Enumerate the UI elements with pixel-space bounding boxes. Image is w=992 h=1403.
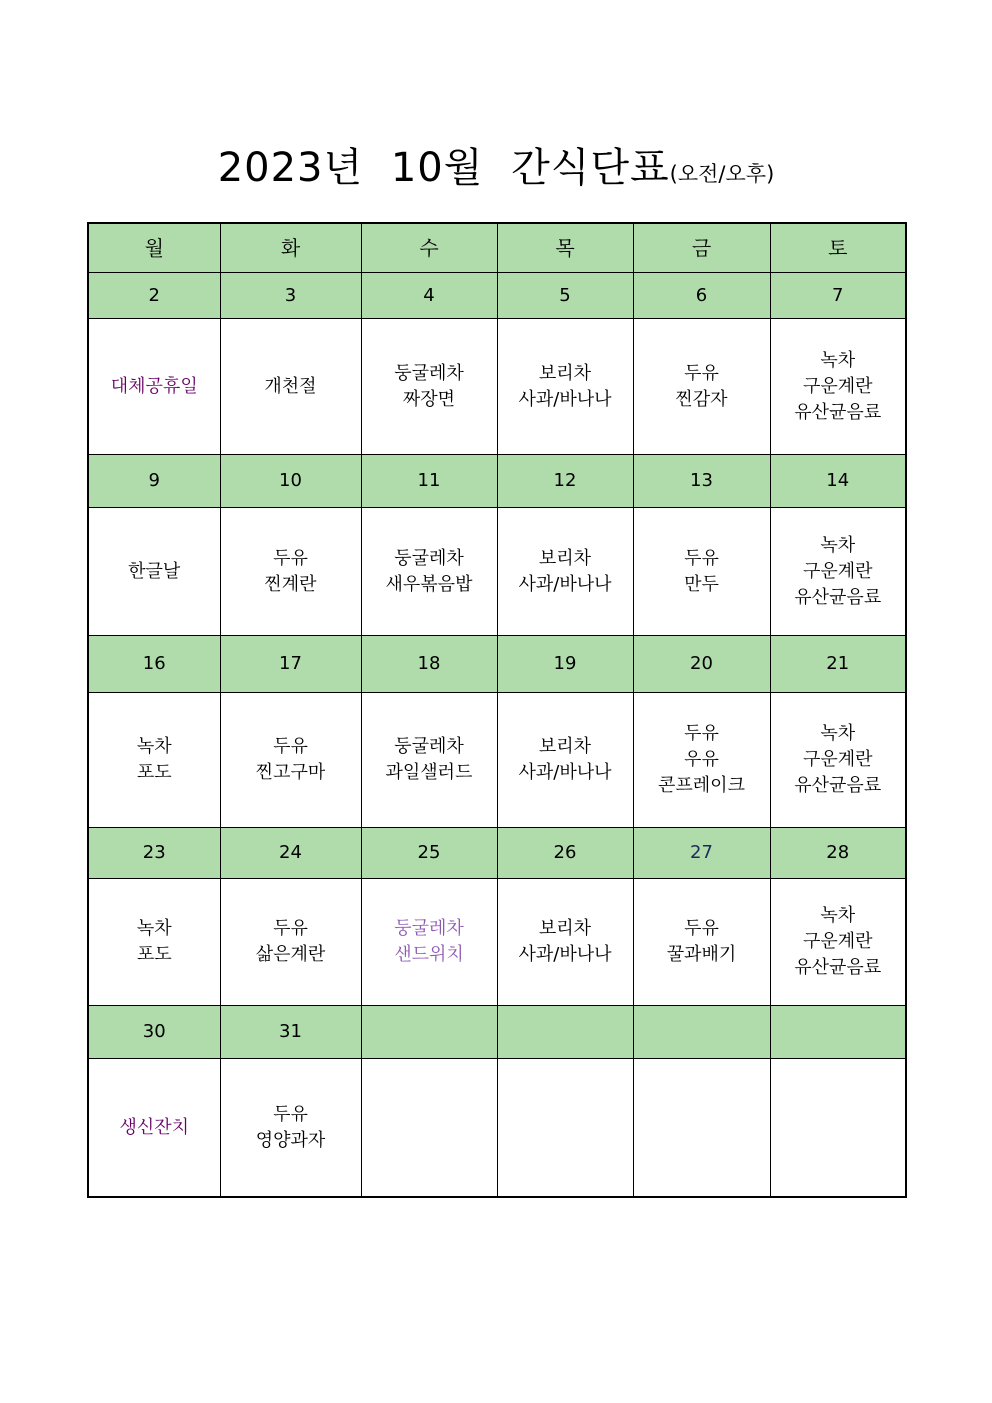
menu-item: 새우볶음밥 <box>385 573 473 595</box>
date-cell: 17 <box>220 636 361 693</box>
menu-item: 둥굴레차 <box>394 918 464 939</box>
menu-cell <box>633 508 770 636</box>
date-row <box>88 1006 906 1059</box>
menu-item: 구운계란 <box>802 375 873 397</box>
menu-item: 꿀과배기 <box>666 944 737 965</box>
menu-cell <box>220 693 361 828</box>
menu-cell <box>361 879 497 1006</box>
menu-item: 영양과자 <box>255 1129 326 1151</box>
menu-cell <box>361 508 497 636</box>
menu-cell <box>770 879 906 1006</box>
date-row <box>88 828 906 879</box>
menu-item: 포도 <box>136 944 172 965</box>
menu-cell <box>361 693 497 828</box>
date-row <box>88 455 906 508</box>
menu-row <box>88 693 906 828</box>
menu-item: 과일샐러드 <box>385 762 473 783</box>
date-cell: 10 <box>220 455 361 508</box>
menu-item: 한글날 <box>128 560 181 582</box>
date-cell: 12 <box>497 455 633 508</box>
menu-cell <box>770 1059 906 1198</box>
menu-item: 사과/바나나 <box>518 573 612 595</box>
menu-item: 녹차 <box>820 534 856 556</box>
menu-item: 짜장면 <box>402 388 456 410</box>
day-header-fri: 금 <box>633 223 770 273</box>
menu-item: 삶은계란 <box>255 944 326 965</box>
menu-cell <box>770 319 906 455</box>
menu-cell <box>88 879 220 1006</box>
menu-item: 구운계란 <box>802 931 873 952</box>
date-row <box>88 636 906 693</box>
menu-item: 두유 <box>273 547 308 569</box>
menu-item: 찐감자 <box>675 388 728 410</box>
menu-item: 유산균음료 <box>794 775 882 796</box>
menu-cell <box>770 508 906 636</box>
menu-item: 두유 <box>684 547 719 569</box>
date-cell <box>633 1006 770 1059</box>
date-cell: 18 <box>361 636 497 693</box>
menu-cell <box>361 319 497 455</box>
menu-cell <box>497 508 633 636</box>
menu-item: 녹차 <box>136 918 172 939</box>
title-subtitle: (오전/오후) <box>669 162 775 186</box>
menu-item: 샌드위치 <box>394 944 464 965</box>
menu-cell <box>88 1059 220 1198</box>
menu-cell <box>633 693 770 828</box>
menu-cell <box>220 508 361 636</box>
day-header-wed: 수 <box>361 223 497 273</box>
menu-item: 두유 <box>273 736 308 757</box>
date-cell: 31 <box>220 1006 361 1059</box>
menu-cell <box>220 1059 361 1198</box>
day-header-mon: 월 <box>88 223 220 273</box>
menu-item: 두유 <box>684 362 719 384</box>
menu-item: 유산균음료 <box>794 957 882 978</box>
menu-item: 포도 <box>136 762 172 783</box>
menu-item: 대체공휴일 <box>110 375 198 397</box>
menu-item: 녹차 <box>820 723 856 744</box>
menu-item: 둥굴레차 <box>394 547 464 569</box>
menu-item: 두유 <box>273 1103 308 1125</box>
date-cell: 24 <box>220 828 361 879</box>
menu-item: 보리차 <box>538 736 592 757</box>
menu-item: 보리차 <box>538 547 592 569</box>
page-title <box>0 136 992 193</box>
date-cell: 9 <box>88 455 220 508</box>
menu-row <box>88 879 906 1006</box>
menu-cell <box>497 879 633 1006</box>
day-header-sat: 토 <box>770 223 906 273</box>
date-row <box>88 273 906 319</box>
date-cell: 25 <box>361 828 497 879</box>
date-cell: 19 <box>497 636 633 693</box>
menu-item: 찐고구마 <box>255 762 326 783</box>
menu-cell <box>497 319 633 455</box>
menu-item: 유산균음료 <box>794 586 882 608</box>
menu-item: 녹차 <box>820 905 856 926</box>
day-header-tue: 화 <box>220 223 361 273</box>
menu-item: 두유 <box>684 918 719 939</box>
menu-item: 녹차 <box>136 736 172 757</box>
date-cell: 20 <box>633 636 770 693</box>
menu-row <box>88 1059 906 1198</box>
title-main: 2023년 10월 간식단표 <box>217 145 670 191</box>
day-header-thu: 목 <box>497 223 633 273</box>
date-cell: 3 <box>220 273 361 319</box>
menu-cell <box>633 879 770 1006</box>
menu-item: 구운계란 <box>802 749 873 770</box>
date-cell: 14 <box>770 455 906 508</box>
menu-item: 둥굴레차 <box>394 362 464 384</box>
menu-item: 사과/바나나 <box>518 944 612 965</box>
date-cell: 13 <box>633 455 770 508</box>
menu-item: 보리차 <box>538 362 592 384</box>
menu-item: 구운계란 <box>802 560 873 582</box>
menu-row <box>88 319 906 455</box>
menu-cell <box>88 319 220 455</box>
menu-row <box>88 508 906 636</box>
menu-item: 사과/바나나 <box>518 388 612 410</box>
menu-item: 둥굴레차 <box>394 736 464 757</box>
menu-cell <box>88 508 220 636</box>
date-cell: 21 <box>770 636 906 693</box>
date-cell: 2 <box>88 273 220 319</box>
menu-cell <box>220 319 361 455</box>
menu-table-body <box>88 223 906 1197</box>
menu-cell <box>88 693 220 828</box>
date-cell: 6 <box>633 273 770 319</box>
menu-item: 두유 <box>684 723 719 744</box>
menu-cell <box>633 1059 770 1198</box>
menu-cell <box>633 319 770 455</box>
date-cell: 11 <box>361 455 497 508</box>
snack-menu-table <box>87 222 907 1198</box>
menu-cell <box>361 1059 497 1198</box>
menu-item: 사과/바나나 <box>518 762 612 783</box>
date-cell <box>497 1006 633 1059</box>
menu-item: 생신잔치 <box>119 1116 190 1138</box>
menu-cell <box>220 879 361 1006</box>
date-cell <box>361 1006 497 1059</box>
menu-item: 우유 <box>684 749 719 770</box>
menu-item: 개천절 <box>264 375 317 397</box>
date-cell: 5 <box>497 273 633 319</box>
date-cell <box>770 1006 906 1059</box>
menu-item: 찐계란 <box>264 573 317 595</box>
date-cell: 7 <box>770 273 906 319</box>
date-cell: 27 <box>633 828 770 879</box>
date-cell: 30 <box>88 1006 220 1059</box>
date-cell: 4 <box>361 273 497 319</box>
date-cell: 16 <box>88 636 220 693</box>
date-cell: 28 <box>770 828 906 879</box>
menu-item: 콘프레이크 <box>658 775 745 796</box>
menu-item: 만두 <box>684 573 719 595</box>
date-cell: 26 <box>497 828 633 879</box>
menu-item: 녹차 <box>820 349 856 371</box>
menu-cell <box>770 693 906 828</box>
menu-item: 보리차 <box>538 918 592 939</box>
menu-item: 유산균음료 <box>794 401 882 423</box>
days-of-week-row <box>88 223 906 273</box>
date-cell: 23 <box>88 828 220 879</box>
menu-item: 두유 <box>273 918 308 939</box>
menu-cell <box>497 1059 633 1198</box>
menu-cell <box>497 693 633 828</box>
